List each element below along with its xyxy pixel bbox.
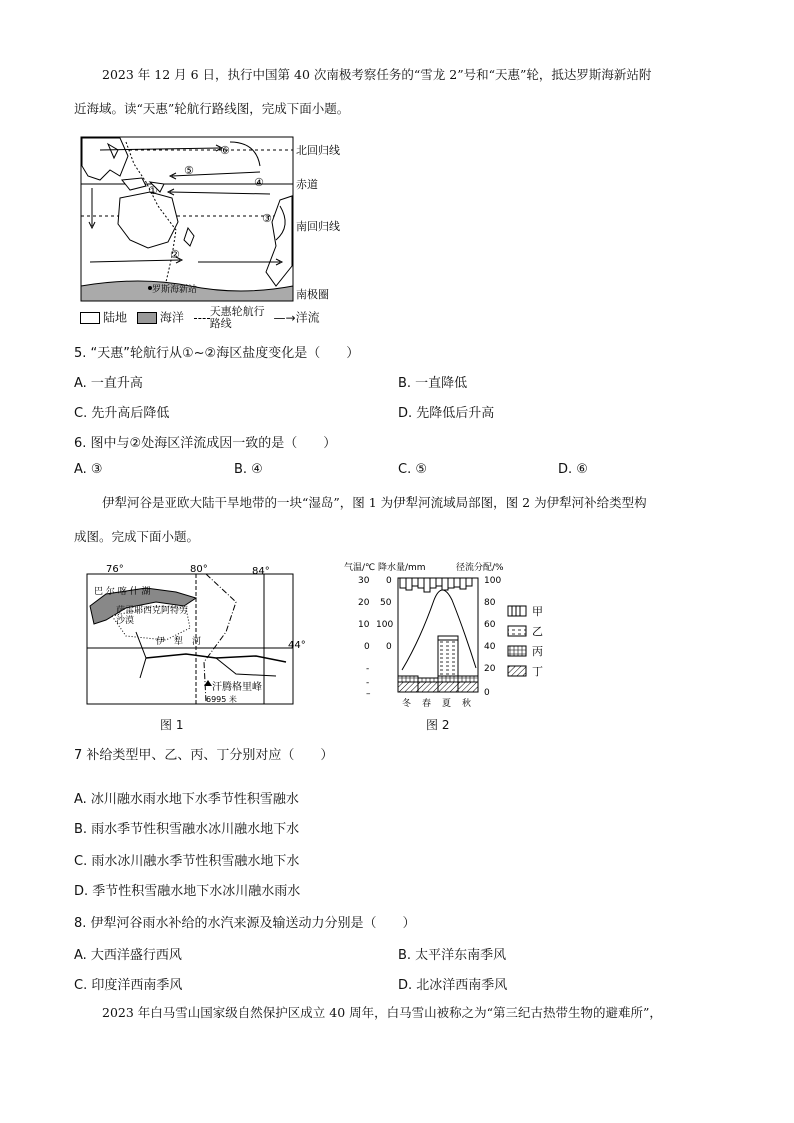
route-swatch [194, 318, 210, 319]
precip-tick: 0 [386, 642, 392, 652]
current-arrow-icon: —→ [273, 311, 296, 325]
q8-stem: 8. 伊犁河谷雨水补给的水汽来源及输送动力分别是（ ） [74, 916, 416, 931]
q7-option-d[interactable]: D. 季节性积雪融水地下水冰川融水雨水 [74, 884, 301, 899]
q8-option-c[interactable]: C. 印度洋西南季风 [74, 978, 183, 993]
q5-option-b[interactable]: B. 一直降低 [398, 376, 468, 391]
legend-bing: 丙 [532, 645, 543, 658]
chart-header-left: 气温/℃ 降水量/mm [344, 563, 426, 573]
season-label: 夏 [442, 699, 452, 709]
fig1-caption: 图 1 [160, 718, 184, 732]
legend-ding: 丁 [532, 665, 543, 678]
peak-label: 汗腾格里峰 [212, 682, 262, 693]
q8-option-a[interactable]: A. 大西洋盛行西风 [74, 948, 182, 963]
route-map [80, 136, 360, 326]
season-label: 冬 [402, 699, 412, 709]
season-label: 秋 [462, 699, 472, 709]
temp-tick: 10 [358, 620, 370, 630]
runoff-tick: 20 [484, 664, 496, 674]
marker-6: ⑥ [220, 144, 230, 157]
peak-elev: 6995 米 [206, 695, 237, 704]
temp-tick: - [366, 664, 370, 674]
precip-tick: 0 [386, 576, 392, 586]
legend-ocean: 海洋 [159, 310, 184, 325]
temp-tick: 30 [358, 576, 370, 586]
legend-current: 洋流 [295, 310, 320, 325]
q5-option-c[interactable]: C. 先升高后降低 [74, 406, 170, 421]
q7-option-b[interactable]: B. 雨水季节性积雪融水冰川融水地下水 [74, 822, 300, 837]
runoff-tick: 80 [484, 598, 496, 608]
station-label: 罗斯海新站 [152, 285, 198, 295]
supply-chart [344, 560, 554, 710]
q6-stem: 6. 图中与②处海区洋流成因一致的是（ ） [74, 436, 337, 451]
marker-3: ③ [262, 212, 272, 225]
temp-tick: – [366, 689, 371, 699]
river-label: 伊 犁 河 [156, 637, 202, 647]
temp-tick: 20 [358, 598, 370, 608]
q5-option-a[interactable]: A. 一直升高 [74, 376, 143, 391]
q7-stem: 7 补给类型甲、乙、丙、丁分别对应（ ） [74, 748, 334, 763]
runoff-tick: 60 [484, 620, 496, 630]
marker-1: ① [148, 184, 158, 197]
q7-option-c[interactable]: C. 雨水冰川融水季节性积雪融水地下水 [74, 854, 300, 869]
land-swatch [80, 312, 100, 324]
precip-tick: 100 [376, 620, 394, 630]
marker-5: ⑤ [184, 164, 194, 177]
temp-tick: - [366, 678, 370, 688]
intro2-line2: 成图。完成下面小题。 [74, 529, 200, 544]
intro2-line1: 伊犁河谷是亚欧大陆干旱地带的一块“湿岛”，图 1 为伊犁河流域局部图，图 2 为伊犁河补给类型构 [102, 495, 647, 510]
runoff-tick: 0 [484, 688, 490, 698]
marker-2: ② [170, 248, 180, 261]
intro1-line2: 近海域。读“天惠”轮航行路线图，完成下面小题。 [74, 101, 350, 116]
fig2-caption: 图 2 [426, 718, 450, 732]
lat-44: 44° [288, 640, 306, 651]
q8-option-b[interactable]: B. 太平洋东南季风 [398, 948, 507, 963]
ocean-swatch [137, 312, 157, 324]
runoff-tick: 40 [484, 642, 496, 652]
q5-stem: 5. “天惠”轮航行从①~②海区盐度变化是（ ） [74, 346, 360, 361]
runoff-tick: 100 [484, 576, 502, 586]
legend-jia: 甲 [532, 605, 543, 618]
lon-84: 84° [252, 566, 270, 577]
q6-option-c[interactable]: C. ⑤ [398, 462, 427, 477]
q8-option-d[interactable]: D. 北冰洋西南季风 [398, 978, 508, 993]
lon-76: 76° [106, 564, 124, 575]
legend-yi: 乙 [532, 625, 543, 638]
q6-option-d[interactable]: D. ⑥ [558, 462, 588, 477]
intro3-line1: 2023 年白马雪山国家级自然保护区成立 40 周年，白马雪山被称之为“第三纪古热带生物的避难所”， [102, 1005, 662, 1020]
route-map-legend [80, 306, 380, 330]
q5-option-d[interactable]: D. 先降低后升高 [398, 406, 495, 421]
chart-header-right: 径流分配/% [456, 563, 504, 573]
intro1-line1: 2023 年 12 月 6 日，执行中国第 40 次南极考察任务的“雪龙 2”号和“天惠”轮，抵达罗斯海新站附 [102, 67, 652, 82]
lake-label: 巴 尔 喀 什 湖 [94, 587, 151, 597]
lat-antarctic-circle: 南极圈 [296, 288, 329, 301]
lat-tropic-cancer: 北回归线 [296, 144, 340, 157]
season-label: 春 [422, 699, 432, 709]
legend-route: 天惠轮航行路线 [209, 305, 265, 330]
lon-80: 80° [190, 564, 208, 575]
lat-equator: 赤道 [296, 178, 318, 191]
temp-tick: 0 [364, 642, 370, 652]
q6-option-a[interactable]: A. ③ [74, 462, 103, 477]
legend-land: 陆地 [103, 310, 128, 325]
ili-basin-map [86, 562, 306, 708]
q6-option-b[interactable]: B. ④ [234, 462, 263, 477]
marker-4: ④ [254, 176, 264, 189]
q7-option-a[interactable]: A. 冰川融水雨水地下水季节性积雪融水 [74, 792, 299, 807]
precip-tick: 50 [380, 598, 392, 608]
lat-tropic-capricorn: 南回归线 [296, 220, 340, 233]
desert-label: 萨雷耶西克阿特劳沙漠 [116, 606, 189, 626]
